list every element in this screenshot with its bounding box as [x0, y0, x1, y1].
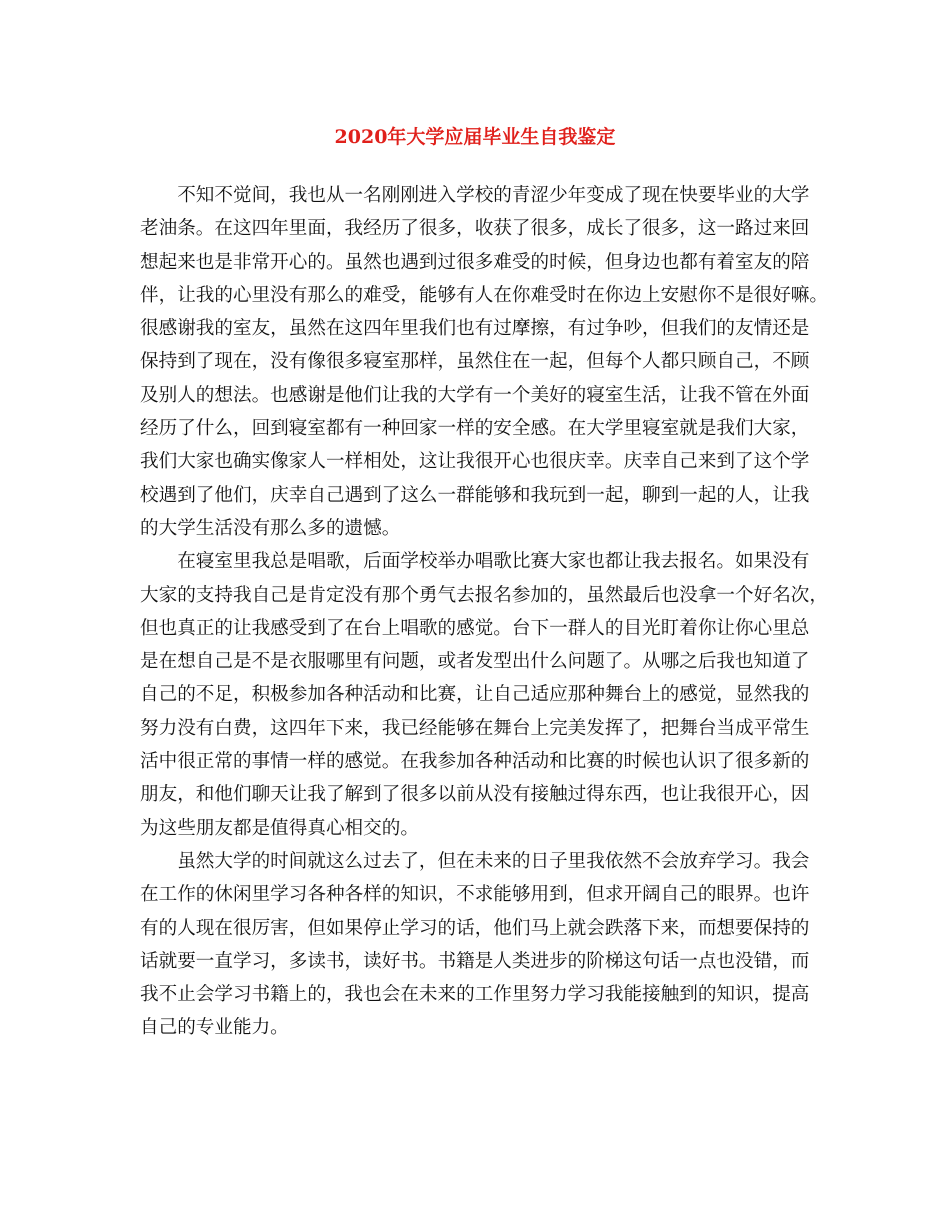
text-line: 我们大家也确实像家人一样相处，这让我很开心也很庆幸。庆幸自己来到了这个学 — [140, 451, 810, 473]
text-line: 话就要一直学习，多读书，读好书。书籍是人类进步的阶梯这句话一点也没错，而 — [140, 950, 810, 972]
document-title: 2020年大学应届毕业生自我鉴定 — [334, 126, 616, 148]
text-line: 自己的专业能力。 — [140, 1017, 289, 1039]
text-line: 是在想自己是不是衣服哪里有问题，或者发型出什么问题了。从哪之后我也知道了 — [140, 651, 810, 673]
text-line: 努力没有白费，这四年下来，我已经能够在舞台上完美发挥了，把舞台当成平常生 — [140, 717, 810, 739]
text-line: 有的人现在很厉害，但如果停止学习的话，他们马上就会跌落下来，而想要保持的 — [140, 917, 810, 939]
document-body — [140, 179, 828, 1045]
text-line: 及别人的想法。也感谢是他们让我的大学有一个美好的寝室生活，让我不管在外面 — [140, 384, 810, 406]
text-line: 活中很正常的事情一样的感觉。在我参加各种活动和比赛的时候也认识了很多新的 — [140, 751, 810, 773]
text-line: 但也真正的让我感受到了在台上唱歌的感觉。台下一群人的目光盯着你让你心里总 — [140, 617, 810, 639]
text-line: 的大学生活没有那么多的遗憾。 — [140, 517, 401, 539]
text-line: 校遇到了他们，庆幸自己遇到了这么一群能够和我玩到一起，聊到一起的人，让我 — [140, 484, 810, 506]
text-line: 虽然大学的时间就这么过去了，但在未来的日子里我依然不会放弃学习。我会 — [177, 850, 810, 872]
text-line: 在工作的休闲里学习各种各样的知识，不求能够用到，但求开阔自己的眼界。也许 — [140, 884, 810, 906]
paragraph-3 — [140, 845, 812, 1045]
text-line: 自己的不足，积极参加各种活动和比赛，让自己适应那种舞台上的感觉，显然我的 — [140, 684, 810, 706]
text-line: 不知不觉间，我也从一名刚刚进入学校的青涩少年变成了现在快要毕业的大学 — [177, 185, 810, 206]
text-line: 为这些朋友都是值得真心相交的。 — [140, 817, 419, 839]
text-line: 在寝室里我总是唱歌，后面学校举办唱歌比赛大家也都让我去报名。如果没有 — [177, 551, 810, 573]
text-line: 想起来也是非常开心的。虽然也遇到过很多难受的时候，但身边也都有着室友的陪 — [140, 251, 810, 273]
text-line: 老油条。在这四年里面，我经历了很多，收获了很多，成长了很多，这一路过来回 — [140, 218, 810, 240]
text-line: 很感谢我的室友，虽然在这四年里我们也有过摩擦，有过争吵，但我们的友情还是 — [140, 318, 810, 340]
text-line: 伴，让我的心里没有那么的难受，能够有人在你难受时在你边上安慰你不是很好嘛。 — [140, 284, 828, 306]
text-line: 朋友，和他们聊天让我了解到了很多以前从没有接触过得东西，也让我很开心，因 — [140, 784, 810, 806]
paragraph-2 — [140, 545, 828, 845]
text-line: 大家的支持我自己是肯定没有那个勇气去报名参加的，虽然最后也没拿一个好名次， — [140, 584, 828, 606]
text-line: 保持到了现在，没有像很多寝室那样，虽然住在一起，但每个人都只顾自己，不顾 — [140, 351, 810, 373]
text-line: 经历了什么，回到寝室都有一种回家一样的安全感。在大学里寝室就是我们大家， — [140, 418, 810, 440]
text-line: 我不止会学习书籍上的，我也会在未来的工作里努力学习我能接触到的知识，提高 — [140, 984, 810, 1006]
paragraph-1 — [140, 179, 828, 545]
